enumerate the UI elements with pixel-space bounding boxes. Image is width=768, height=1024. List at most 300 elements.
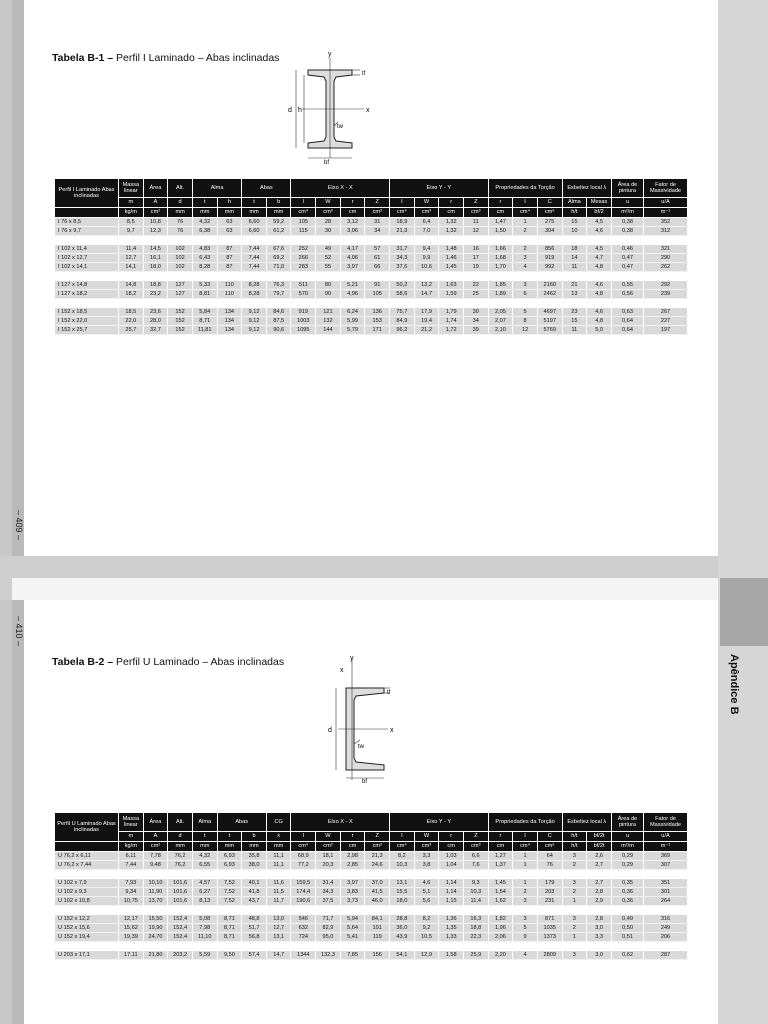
column-unit: h/t (562, 842, 587, 852)
table-cell: 5,33 (192, 281, 217, 290)
diagram-label-h: h (298, 107, 302, 114)
header-slenderness: Esbeltez local λ (562, 813, 611, 832)
table-cell: 2,05 (488, 308, 513, 317)
table-cell: 9,50 (217, 951, 242, 960)
table-cell: 0,46 (612, 245, 644, 254)
group-spacer-cell (55, 299, 688, 308)
table-cell: 2,20 (488, 951, 513, 960)
table-cell: 3 (562, 852, 587, 861)
left-margin-strip (12, 600, 24, 1024)
diagram-label-tf: tf (362, 71, 366, 77)
column-unit: cm (340, 842, 365, 852)
column-unit: cm³ (414, 842, 439, 852)
column-unit: cm⁴ (291, 842, 316, 852)
table-cell: 724 (291, 933, 316, 942)
table-caption: Perfil I Laminado – Abas inclinadas (113, 52, 280, 64)
table-row (55, 227, 688, 236)
table-cell: 1095 (291, 326, 316, 335)
table-cell: 25,7 (119, 326, 144, 335)
table-cell: 9,34 (119, 888, 144, 897)
table-cell: 8,2 (414, 915, 439, 924)
header-profile: Perfil U Laminado Abas inclinadas (55, 813, 119, 842)
table-cell: 11,7 (266, 897, 291, 906)
column-unit: cm² (143, 842, 168, 852)
table-cell: 31,7 (390, 245, 415, 254)
table-cell: 102 (168, 263, 193, 272)
table-cell: 1003 (291, 317, 316, 326)
table-cell: 0,50 (612, 924, 644, 933)
table-row (55, 281, 688, 290)
table-cell: 18,8 (143, 281, 168, 290)
column-symbol: r (340, 832, 365, 842)
header-web: Alma (192, 179, 241, 198)
table-cell: 13,2 (414, 281, 439, 290)
table-cell: 2,9 (587, 897, 612, 906)
table-cell: 28,0 (143, 317, 168, 326)
table-cell: 3,3 (414, 852, 439, 861)
table-cell: 511 (291, 281, 316, 290)
header-blank (55, 842, 119, 852)
table-cell: 76,2 (168, 852, 193, 861)
table-cell: 4697 (537, 308, 562, 317)
table-cell: 9,2 (414, 924, 439, 933)
table-cell: 2,85 (340, 861, 365, 870)
table-cell: 14,7 (266, 951, 291, 960)
table-cell: 76 (168, 227, 193, 236)
table-cell: 7,44 (119, 861, 144, 870)
table-cell: 3 (562, 879, 587, 888)
table-cell: 2,06 (488, 933, 513, 942)
header-cg: CG (266, 813, 291, 832)
table-cell: 8,71 (217, 933, 242, 942)
table-cell: 4,7 (587, 254, 612, 263)
table-cell: 50,2 (390, 281, 415, 290)
header-torsion: Propriedades da Torção (488, 813, 562, 832)
group-spacer-cell (55, 870, 688, 879)
column-symbol: t (242, 198, 267, 208)
table-cell: 34 (463, 317, 488, 326)
column-unit: kg/m (119, 842, 144, 852)
table-cell: 2,07 (488, 317, 513, 326)
column-unit: m⁻¹ (644, 208, 688, 218)
table-cell: 1 (513, 852, 538, 861)
table-cell: 3,97 (340, 879, 365, 888)
table-cell: 1,46 (439, 254, 464, 263)
table-cell: 3 (513, 897, 538, 906)
table-cell: 1,74 (439, 317, 464, 326)
table-cell: 6,38 (192, 227, 217, 236)
table-cell: 6,6 (463, 852, 488, 861)
table-cell: 18,0 (143, 263, 168, 272)
column-symbol: h (217, 198, 242, 208)
diagram-label-d: d (288, 107, 292, 114)
column-symbol: A (143, 198, 168, 208)
table-cell: 40,1 (242, 879, 267, 888)
profile-name-cell: I 102 x 14,1 (55, 263, 119, 272)
table-cell: 9 (513, 933, 538, 942)
table-cell: 4,83 (192, 245, 217, 254)
column-symbol: Z (365, 198, 390, 208)
table-cell: 275 (537, 218, 562, 227)
table-cell: 3,0 (587, 951, 612, 960)
table-cell: 14,7 (414, 290, 439, 299)
table-row (55, 924, 688, 933)
table-cell: 15,5 (390, 888, 415, 897)
table-cell: 13,1 (266, 933, 291, 942)
table-cell: 1,59 (439, 290, 464, 299)
column-symbol: r (488, 832, 513, 842)
table-cell: 21,80 (143, 951, 168, 960)
column-symbol: h/t (562, 832, 587, 842)
table-cell: 69,2 (266, 254, 291, 263)
table-cell: 152 (168, 317, 193, 326)
header-axis-x: Eixo X - X (291, 179, 390, 198)
table-cell: 1 (513, 879, 538, 888)
table-cell: 87 (217, 263, 242, 272)
column-unit: mm (266, 208, 291, 218)
table-cell: 5,59 (192, 951, 217, 960)
table-cell: 20,3 (316, 861, 341, 870)
i-beam-section-diagram (280, 48, 390, 166)
table-cell: 48,8 (242, 915, 267, 924)
table-cell: 22,3 (463, 933, 488, 942)
table-cell: 18,1 (316, 852, 341, 861)
table-cell: 6,43 (192, 254, 217, 263)
column-symbol: W (316, 832, 341, 842)
table-cell: 17,11 (119, 951, 144, 960)
table-row (55, 915, 688, 924)
table-cell: 38,0 (242, 861, 267, 870)
table-cell: 171 (365, 326, 390, 335)
table-cell: 307 (644, 861, 688, 870)
table-cell: 1,36 (439, 915, 464, 924)
column-symbol: t (192, 198, 217, 208)
table-cell: 0,63 (612, 308, 644, 317)
table-cell: 1,58 (439, 951, 464, 960)
table-cell: 18,2 (119, 290, 144, 299)
column-symbol: A (143, 832, 168, 842)
table-cell: 3,97 (340, 263, 365, 272)
table-cell: 7,85 (340, 951, 365, 960)
table-cell: 1,85 (488, 281, 513, 290)
table-cell: 32,7 (143, 326, 168, 335)
table-cell: 5769 (537, 326, 562, 335)
table-caption: Perfil U Laminado – Abas inclinadas (113, 656, 285, 668)
column-symbol: I (291, 198, 316, 208)
table-cell: 76,2 (168, 861, 193, 870)
table-cell: 43,7 (242, 897, 267, 906)
profile-name-cell: U 152 x 15,6 (55, 924, 119, 933)
table-cell: 84,1 (365, 915, 390, 924)
table-cell: 13,1 (390, 879, 415, 888)
column-symbol: I (513, 198, 538, 208)
table-cell: 7,44 (242, 254, 267, 263)
table-cell: 21,3 (365, 852, 390, 861)
table-cell: 34 (365, 227, 390, 236)
table-cell: 57,4 (242, 951, 267, 960)
table-cell: 1,45 (488, 879, 513, 888)
table-cell: 76,3 (266, 281, 291, 290)
table-number: Tabela B-2 – (52, 656, 114, 668)
header-paint-area: Área de pintura (612, 179, 644, 198)
table-cell: 9,48 (143, 861, 168, 870)
column-unit: mm (217, 208, 242, 218)
table-cell: 7,44 (242, 245, 267, 254)
table-cell: 152 (168, 326, 193, 335)
table-cell: 84,6 (266, 308, 291, 317)
table-cell: 7,52 (217, 879, 242, 888)
profile-name-cell: U 102 x 10,8 (55, 897, 119, 906)
header-massivity: Fator de Massividade (644, 813, 688, 832)
table-cell: 1,14 (439, 888, 464, 897)
table-cell: 2 (562, 861, 587, 870)
table-cell: 0,64 (612, 326, 644, 335)
table-cell: 56,8 (242, 933, 267, 942)
table-cell: 6,24 (340, 308, 365, 317)
table-cell: 0,38 (612, 227, 644, 236)
table-cell: 57 (365, 245, 390, 254)
column-symbol: Mesas (587, 198, 612, 208)
table-cell: 1,27 (488, 852, 513, 861)
table-cell: 58,6 (390, 290, 415, 299)
table-cell: 31 (365, 218, 390, 227)
group-spacer-cell (55, 272, 688, 281)
header-massivity: Fator de Massividade (644, 179, 688, 198)
header-paint-area: Área de pintura (612, 813, 644, 832)
table-cell: 4,57 (192, 879, 217, 888)
table-cell: 87 (217, 254, 242, 263)
table-cell: 287 (644, 951, 688, 960)
table-cell: 9,3 (463, 879, 488, 888)
table-cell: 59,2 (266, 218, 291, 227)
column-unit: mm (192, 842, 217, 852)
table-cell: 71,0 (266, 263, 291, 272)
table-cell: 8,71 (217, 924, 242, 933)
table-cell: 23,6 (143, 308, 168, 317)
table-cell: 351 (644, 879, 688, 888)
column-symbol: u/A (644, 198, 688, 208)
table-cell: 570 (291, 290, 316, 299)
table-cell: 101,6 (168, 888, 193, 897)
header-mass: Massa linear (119, 179, 144, 198)
column-symbol: r (439, 832, 464, 842)
table-cell: 0,36 (612, 897, 644, 906)
column-symbol: t (192, 832, 217, 842)
table-cell: 0,55 (612, 281, 644, 290)
table-cell: 203 (537, 888, 562, 897)
table-cell: 41,5 (365, 888, 390, 897)
table-cell: 11 (463, 218, 488, 227)
table-cell: 43,9 (390, 933, 415, 942)
table-cell: 1,70 (488, 263, 513, 272)
table-cell: 152,4 (168, 915, 193, 924)
table-cell: 4 (513, 951, 538, 960)
table-cell: 76 (537, 861, 562, 870)
column-unit: cm⁴ (390, 842, 415, 852)
table-cell: 992 (537, 263, 562, 272)
group-spacer (55, 906, 688, 915)
table-cell: 8,81 (192, 290, 217, 299)
table-cell: 24,70 (143, 933, 168, 942)
table-cell: 8 (513, 317, 538, 326)
table-cell: 1,82 (488, 915, 513, 924)
table-cell: 190,6 (291, 897, 316, 906)
table-cell: 7,93 (119, 879, 144, 888)
table-cell: 0,62 (612, 951, 644, 960)
table-cell: 4,17 (340, 245, 365, 254)
table-row (55, 218, 688, 227)
table-cell: 6,93 (217, 861, 242, 870)
table-cell: 6,11 (119, 852, 144, 861)
table-cell: 7,6 (463, 861, 488, 870)
table-cell: 11,6 (266, 879, 291, 888)
column-unit: cm⁴ (390, 208, 415, 218)
table-cell: 15 (562, 218, 587, 227)
table-cell: 4,6 (587, 308, 612, 317)
profile-name-cell: I 152 x 18,5 (55, 308, 119, 317)
column-symbol: I (390, 832, 415, 842)
table-cell: 12 (463, 227, 488, 236)
diagram-label-y: y (350, 655, 354, 662)
table-row (55, 245, 688, 254)
table-cell: 8,28 (242, 290, 267, 299)
table-cell: 8,28 (192, 263, 217, 272)
u-channel-section-diagram (318, 652, 398, 784)
header-axis-y: Eixo Y - Y (390, 179, 489, 198)
table-cell: 369 (644, 852, 688, 861)
table-cell: 10,3 (463, 888, 488, 897)
table-cell: 25 (463, 290, 488, 299)
group-spacer (55, 236, 688, 245)
header-axis-x: Eixo X - X (291, 813, 390, 832)
table-cell: 90 (316, 290, 341, 299)
table-cell: 17 (463, 254, 488, 263)
diagram-label-x: x (390, 727, 394, 734)
table-cell: 34,3 (390, 254, 415, 263)
diagram-label-x: x (340, 667, 344, 674)
table-row (55, 852, 688, 861)
table-cell: 11,10 (192, 933, 217, 942)
table-cell: 231 (537, 897, 562, 906)
table-cell: 152 (168, 308, 193, 317)
table-cell: 7,0 (414, 227, 439, 236)
appendix-tab (720, 578, 768, 646)
table-cell: 110 (217, 290, 242, 299)
table-cell: 21,3 (390, 227, 415, 236)
table-cell: 2,8 (587, 915, 612, 924)
table-cell: 2,98 (340, 852, 365, 861)
column-symbol: m (119, 198, 144, 208)
column-unit: cm³ (316, 208, 341, 218)
table-cell: 264 (644, 897, 688, 906)
table-row (55, 317, 688, 326)
table-cell: 87 (217, 245, 242, 254)
table-cell: 174,4 (291, 888, 316, 897)
column-symbol: I (513, 832, 538, 842)
table-cell: 2,6 (587, 852, 612, 861)
table-cell: 84,9 (390, 317, 415, 326)
table-cell: 49 (316, 245, 341, 254)
table-cell: 9,12 (242, 326, 267, 335)
column-unit: m⁻¹ (644, 842, 688, 852)
table-cell: 1344 (291, 951, 316, 960)
table-cell: 121 (316, 308, 341, 317)
table-cell: 4,96 (340, 290, 365, 299)
column-symbol: I (390, 198, 415, 208)
appendix-label: Apêndice B (728, 654, 740, 715)
table-row (55, 861, 688, 870)
table-cell: 1,63 (439, 281, 464, 290)
table-cell: 0,47 (612, 254, 644, 263)
table-cell: 262 (644, 263, 688, 272)
table-cell: 3 (513, 254, 538, 263)
table-cell: 75,7 (390, 308, 415, 317)
table-cell: 7,52 (217, 897, 242, 906)
profile-name-cell: I 76 x 8,5 (55, 218, 119, 227)
table-cell: 919 (291, 308, 316, 317)
column-symbol: u (612, 198, 644, 208)
column-symbol: m (119, 832, 144, 842)
table-cell: 11,5 (266, 888, 291, 897)
table-cell: 15 (562, 317, 587, 326)
header-flanges: Abas (217, 813, 266, 832)
table-cell: 2160 (537, 281, 562, 290)
table-cell: 0,29 (612, 852, 644, 861)
table-cell: 91 (365, 281, 390, 290)
table-cell: 5,94 (340, 915, 365, 924)
column-unit: cm⁴ (513, 208, 538, 218)
page-number: – 410 – (14, 615, 25, 647)
diagram-label-bf: bf (324, 160, 330, 166)
column-symbol: Alma (562, 198, 587, 208)
table-cell: 6,27 (192, 888, 217, 897)
header-flanges: Abas (242, 179, 291, 198)
table-cell: 10,8 (143, 218, 168, 227)
table-cell: 23 (562, 308, 587, 317)
right-gutter (718, 0, 768, 1024)
group-spacer-cell (55, 236, 688, 245)
column-symbol: r (340, 198, 365, 208)
table-cell: 239 (644, 290, 688, 299)
table-cell: 30 (463, 308, 488, 317)
table-cell: 9,9 (414, 254, 439, 263)
table-cell: 134 (217, 317, 242, 326)
column-unit: bf/2 (587, 208, 612, 218)
table-cell: 5,6 (414, 897, 439, 906)
table-cell: 82,9 (316, 924, 341, 933)
column-unit: cm³ (414, 208, 439, 218)
table-cell: 134 (217, 308, 242, 317)
column-unit: cm⁶ (537, 208, 562, 218)
table-cell: 24,6 (365, 861, 390, 870)
table-cell: 546 (291, 915, 316, 924)
table-cell: 12,7 (119, 254, 144, 263)
table-cell: 127 (168, 290, 193, 299)
table-cell: 1,04 (439, 861, 464, 870)
column-unit: cm (488, 842, 513, 852)
group-spacer (55, 272, 688, 281)
table-cell: 46,0 (365, 897, 390, 906)
table-cell: 119 (365, 933, 390, 942)
table-cell: 4,32 (192, 852, 217, 861)
table-cell: 9,12 (242, 317, 267, 326)
table-cell: 290 (644, 254, 688, 263)
table-row (55, 308, 688, 317)
table-cell: 68,9 (291, 852, 316, 861)
table-cell: 0,47 (612, 263, 644, 272)
table-cell: 41,8 (242, 888, 267, 897)
column-symbol: u (612, 832, 644, 842)
